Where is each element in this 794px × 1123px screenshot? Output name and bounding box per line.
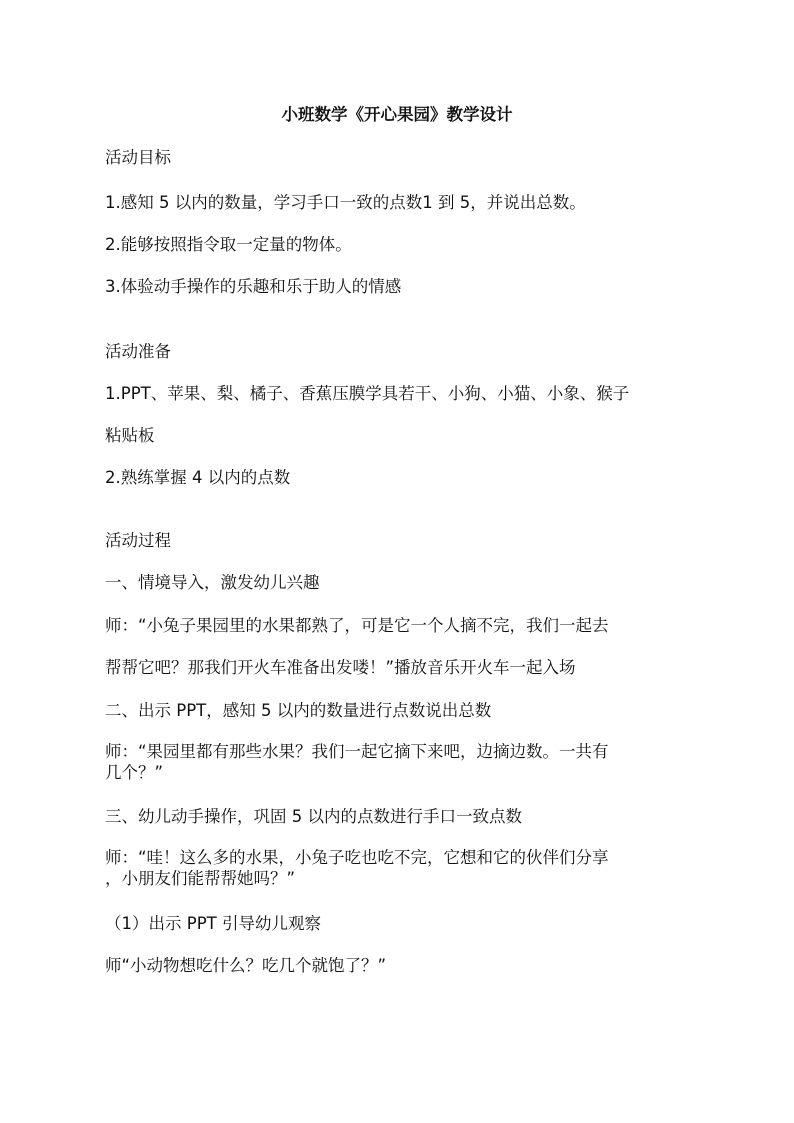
- process-dialogue: 师：“小兔子果园里的水果都熟了，可是它一个人摘不完，我们一起去: [105, 616, 609, 635]
- process-step-heading: 一、情境导入，激发幼儿兴趣: [105, 573, 320, 592]
- prep-item-continued: 粘贴板: [105, 426, 155, 445]
- prep-item: 2.熟练掌握 4 以内的点数: [105, 468, 291, 487]
- process-step-heading: 二、出示 PPT，感知 5 以内的数量进行点数说出总数: [105, 701, 492, 720]
- process-step-heading: 三、幼儿动手操作，巩固 5 以内的点数进行手口一致点数: [105, 807, 522, 826]
- section-heading-goals: 活动目标: [105, 148, 171, 167]
- process-dialogue-continued: 帮帮它吧？那我们开火车准备出发喽！”播放音乐开火车一起入场: [105, 658, 576, 677]
- process-dialogue-continued: 几个？”: [105, 763, 164, 782]
- process-dialogue: 师：“哇！这么多的水果，小兔子吃也吃不完，它想和它的伙伴们分享: [105, 848, 609, 867]
- goal-item: 2.能够按照指令取一定量的物体。: [105, 235, 352, 254]
- process-substep: （1）出示 PPT 引导幼儿观察: [105, 914, 321, 933]
- section-heading-prep: 活动准备: [105, 342, 171, 361]
- process-dialogue-continued: ，小朋友们能帮帮她吗？”: [105, 869, 296, 888]
- prep-item: 1.PPT、苹果、梨、橘子、香蕉压膜学具若干、小狗、小猫、小象、猴子: [105, 384, 630, 403]
- goal-item: 1.感知 5 以内的数量，学习手口一致的点数1 到 5，并说出总数。: [105, 193, 586, 212]
- goal-item: 3.体验动手操作的乐趣和乐于助人的情感: [105, 277, 402, 296]
- process-dialogue: 师“小动物想吃什么？吃几个就饱了？”: [105, 956, 387, 975]
- section-heading-process: 活动过程: [105, 531, 171, 550]
- document-title: 小班数学《开心果园》教学设计: [281, 105, 513, 124]
- process-dialogue: 师：“果园里都有那些水果？我们一起它摘下来吧，边摘边数。一共有: [105, 742, 609, 761]
